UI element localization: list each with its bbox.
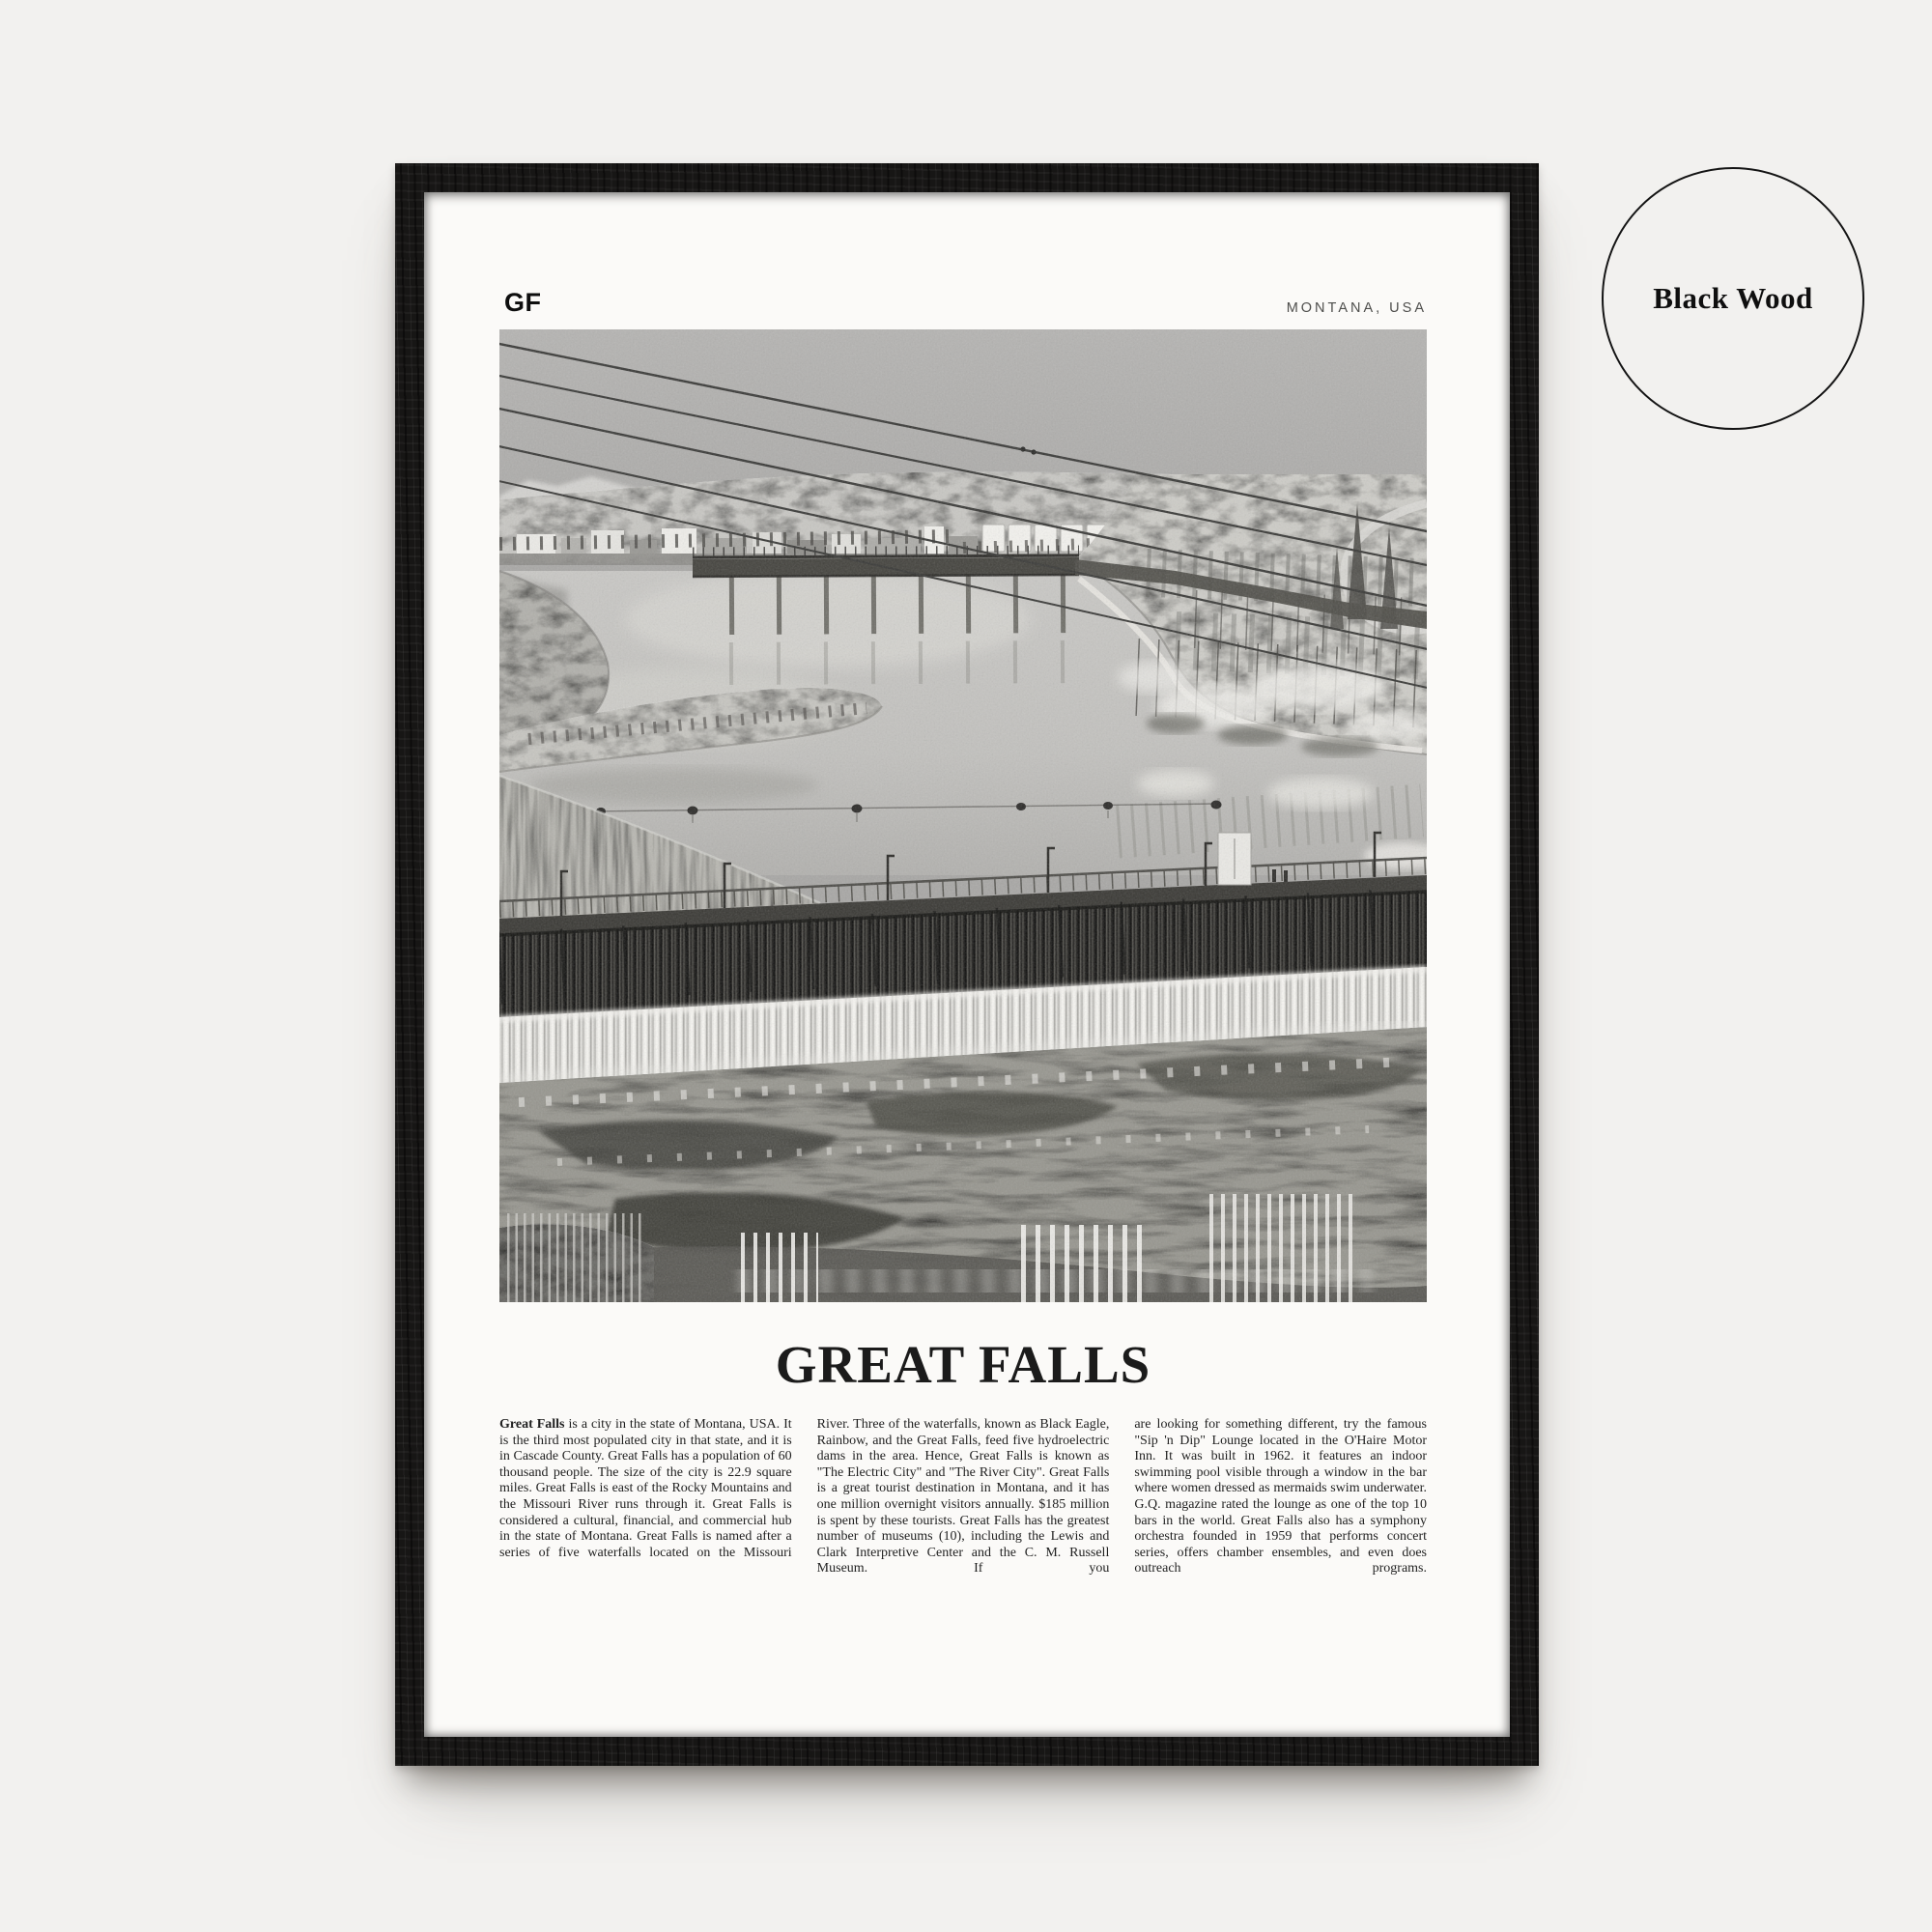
article-lead: Great Falls (499, 1417, 565, 1432)
frame-style-badge-label: Black Wood (1653, 281, 1813, 315)
picture-frame (395, 163, 1539, 1766)
photo-film-grain (499, 329, 1427, 1302)
article-column-1 (499, 1417, 792, 1577)
poster-paper (424, 192, 1510, 1737)
article-text-1: is a city in the state of Montana, USA. It is the third most populated city in that state, and it is in Cascade County. Great Falls has a population of 60 thousand people. The size of the city is 22.9 square miles. Great Falls is east of the Rocky Mountains and the Missouri River runs through it. Great Falls is considered a cultural, financial, and commercial hub in the state of Montana. Great Falls is named after a series of five waterfalls located on the Missouri (499, 1417, 792, 1560)
article-text-3: are looking for something different, try the famous "Sip 'n Dip" Lounge located in the O'Haire Motor Inn. It was built in 1962. it features an indoor swimming pool visible through a window in the bar where women dressed as mermaids swim underwater. G.Q. magazine rated the lounge as one of the top 10 bars in the world. Great Falls also has a symphony orchestra founded in 1959 that performs concert series, offers chamber ensembles, and even does outreach programs. (1134, 1417, 1428, 1577)
article (499, 1417, 1427, 1577)
great-falls-photo-illustration (499, 329, 1427, 1302)
poster-logo: GF (504, 288, 542, 317)
poster-location: MONTANA, USA (1286, 300, 1427, 316)
article-column-2 (817, 1417, 1110, 1577)
article-column-3 (1134, 1417, 1427, 1577)
poster-title: GREAT FALLS (775, 1335, 1151, 1394)
frame-style-badge (1602, 167, 1864, 430)
poster-photo (499, 329, 1427, 1302)
article-text-2: River. Three of the waterfalls, known as Black Eagle, Rainbow, and the Great Falls, feed five hydroelectric dams in the area. Hence, Great Falls is known as "The Electric City" and "The River City". Great Falls is a great tourist destination in Montana, and it has one million overnight visitors annually. $185 million is spent by these tourists. Great Falls has the greatest number of museums (10), including the Lewis and Clark Interpretive Center and the C. M. Russell Museum. If you (816, 1417, 1110, 1577)
